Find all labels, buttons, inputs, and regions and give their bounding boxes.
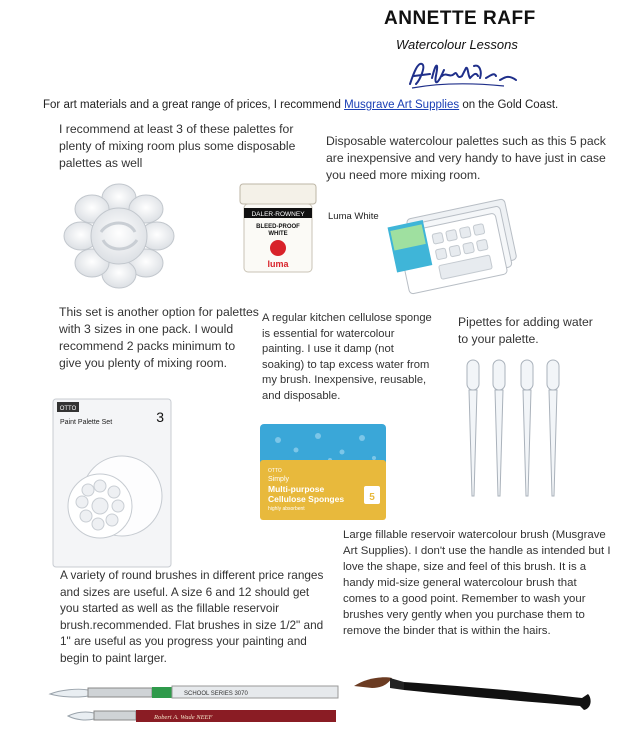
palettes-text: I recommend at least 3 of these palettes for plenty of mixing room plus some disposable palettes as well: [59, 122, 296, 170]
pipette: [493, 360, 505, 496]
disposable-palettes-text: Disposable watercolour palettes such as this 5 pack are inexpensive and very handy to have just in case you need more mixing room.: [326, 134, 606, 182]
palette-set-image: [52, 398, 172, 568]
set-count: 3: [156, 409, 164, 425]
flower-palette-image: [44, 178, 194, 293]
pipette: [547, 360, 559, 496]
round-brushes-image: [44, 670, 344, 736]
sponge-count: 5: [369, 492, 375, 503]
jar-logo: luma: [267, 259, 289, 269]
header-subtitle: Watercolour Lessons: [396, 37, 518, 52]
author-first-name: ANNETTE: [384, 8, 478, 29]
jar-line1: BLEED-PROOF: [256, 224, 300, 230]
round-brushes-text: A variety of round brushes in different price ranges and sizes are useful. A size 6 and 12 should get you started as well as the fillable reservoir brush.recommended. Flat brushes in size 1/2" and 1" are useful as you progress your painting and begin to paint larger.: [60, 568, 324, 665]
brush-red: [68, 710, 336, 722]
intro-before: For art materials and a great range of prices, I recommend: [43, 99, 345, 111]
intro-line: [43, 99, 558, 111]
pipette: [467, 360, 479, 496]
signature-image: [404, 58, 524, 90]
pipette: [521, 360, 533, 496]
palette-set-text: This set is another option for palettes with 3 sizes in one pack. I would recommend 2 packs minimum to give you plenty of mixing room.: [59, 305, 259, 370]
sponge-line2: Cellulose Sponges: [268, 494, 345, 504]
jar-brand: DALER·ROWNEY: [251, 211, 305, 218]
author-name: [384, 8, 536, 30]
luma-white-label: Luma White: [328, 211, 379, 222]
brush2-text: Robert A. Wade NEEF: [154, 714, 213, 721]
pipettes-text: Pipettes for adding water to your palette.: [458, 315, 593, 346]
reservoir-brush-image: [352, 672, 602, 722]
brush-green: [50, 686, 338, 698]
brush1-text: SCHOOL SERIES 3070: [184, 691, 248, 697]
svg-text:OTTO: OTTO: [268, 468, 282, 474]
jar-line2: WHITE: [268, 231, 288, 237]
pipettes-image: [458, 356, 578, 506]
disposable-palettes-image: [384, 190, 524, 295]
musgrave-link[interactable]: Musgrave Art Supplies: [344, 99, 460, 111]
set-title: Paint Palette Set: [60, 419, 113, 426]
reservoir-brush-text: Large fillable reservoir watercolour brush (Musgrave Art Supplies). I don't use the handle as intended but I love the shape, size and feel of this brush. It is a handy mid-size general watercolour brush that comes to a good point. Remember to wash your brushes very gently when you purchase them to remove the binder that is within the hairs.: [343, 529, 611, 637]
sponge-pack-image: [258, 422, 388, 522]
sponge-line1: Multi-purpose: [268, 484, 325, 494]
sponge-text: A regular kitchen cellulose sponge is essential for watercolour painting. I use it damp (not soaking) to tap excess water from my brush. Inexpensive, reusable, and disposable.: [262, 312, 432, 402]
author-last-name: RAFF: [483, 8, 536, 29]
sponge-line3: highly absorbent: [268, 506, 305, 512]
intro-after: on the Gold Coast.: [459, 99, 559, 111]
sponge-brand: Simply: [268, 476, 290, 483]
set-brand: OTTO: [59, 406, 77, 412]
luma-jar-image: [238, 182, 318, 274]
